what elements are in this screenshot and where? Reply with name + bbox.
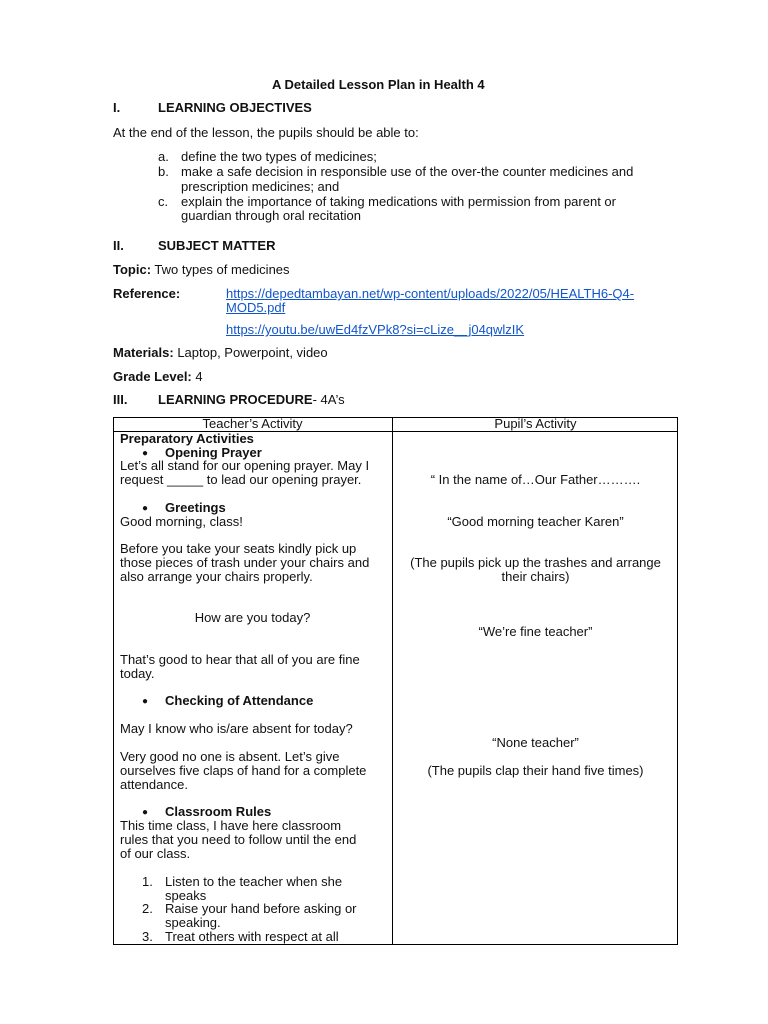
preparatory-heading: Preparatory Activities: [120, 431, 254, 446]
section-1-heading: LEARNING OBJECTIVES: [158, 100, 312, 115]
rule-text: Raise your hand before asking or: [165, 901, 357, 916]
teacher-text: those pieces of trash under your chairs and: [120, 555, 370, 570]
teacher-text: That’s good to hear that all of you are fine: [120, 652, 360, 667]
teacher-text: also arrange your chairs properly.: [120, 569, 313, 584]
greetings-heading: Greetings: [165, 500, 226, 515]
section-3-suffix: - 4A’s: [312, 392, 345, 407]
materials-label: Materials:: [113, 345, 174, 360]
grade-value: 4: [191, 369, 203, 384]
topic-line: [113, 263, 290, 277]
teacher-text: This time class, I have here classroom: [120, 818, 342, 833]
activity-table: [113, 417, 678, 945]
grade-label: Grade Level:: [113, 369, 192, 384]
pupil-text: their chairs): [501, 569, 570, 584]
pupil-text: “ In the name of…Our Father……….: [430, 472, 641, 487]
teacher-text: attendance.: [120, 777, 188, 792]
objective-letter: a.: [158, 149, 169, 164]
teacher-text: ourselves five claps of hand for a complete: [120, 763, 367, 778]
teacher-text: request _____ to lead our opening prayer.: [120, 472, 362, 487]
section-3-heading-line: [158, 393, 345, 407]
pupil-text: (The pupils clap their hand five times): [427, 763, 644, 778]
table-column-divider: [392, 417, 393, 945]
topic-label: Topic:: [113, 262, 152, 277]
attendance-heading: Checking of Attendance: [165, 693, 314, 708]
pupil-text: “None teacher”: [492, 735, 579, 750]
objective-text: guardian through oral recitation: [181, 208, 361, 223]
pupil-text: “We’re fine teacher”: [478, 624, 593, 639]
teacher-text: Let’s all stand for our opening prayer. May I: [120, 458, 370, 473]
rule-number: 1.: [142, 874, 153, 889]
teacher-text: How are you today?: [194, 610, 311, 625]
objective-text: prescription medicines; and: [181, 179, 340, 194]
section-3-number: III.: [113, 392, 128, 407]
teacher-text: rules that you need to follow until the end: [120, 832, 357, 847]
teacher-text: of our class.: [120, 846, 191, 861]
rule-number: 2.: [142, 901, 153, 916]
pupil-text: “Good morning teacher Karen”: [447, 514, 624, 529]
objective-letter: b.: [158, 164, 169, 179]
table-header-pupil: Pupil’s Activity: [494, 416, 577, 431]
rule-text: Treat others with respect at all: [165, 929, 339, 944]
reference-link-1[interactable]: https://depedtambayan.net/wp-content/uploads/2022/05/HEALTH6-Q4-: [226, 286, 635, 301]
reference-label: Reference:: [113, 286, 181, 301]
teacher-text: May I know who is/are absent for today?: [120, 721, 353, 736]
section-1-number: I.: [113, 100, 121, 115]
teacher-text: Good morning, class!: [120, 514, 243, 529]
teacher-text: Before you take your seats kindly pick up: [120, 541, 357, 556]
section-2-number: II.: [113, 238, 124, 253]
rule-number: 3.: [142, 929, 153, 944]
document-title: A Detailed Lesson Plan in Health 4: [272, 77, 485, 92]
objectives-intro: At the end of the lesson, the pupils should be able to:: [113, 125, 419, 140]
topic-value: Two types of medicines: [151, 262, 290, 277]
materials-value: Laptop, Powerpoint, video: [173, 345, 328, 360]
classroom-rules-heading: Classroom Rules: [165, 804, 272, 819]
grade-line: [113, 370, 203, 384]
section-2-heading: SUBJECT MATTER: [158, 238, 276, 253]
objective-text: explain the importance of taking medications with permission from parent or: [181, 194, 616, 209]
bullet-icon: ●: [142, 696, 149, 707]
objective-text: make a safe decision in responsible use of the over-the counter medicines and: [181, 164, 634, 179]
rule-text: speaking.: [165, 915, 221, 930]
rule-text: Listen to the teacher when she: [165, 874, 343, 889]
reference-link-1-cont[interactable]: MOD5.pdf: [226, 300, 286, 315]
opening-prayer-heading: Opening Prayer: [165, 445, 262, 460]
rule-text: speaks: [165, 888, 207, 903]
pupil-text: (The pupils pick up the trashes and arrange: [410, 555, 661, 570]
table-header-teacher: Teacher’s Activity: [202, 416, 303, 431]
bullet-icon: ●: [142, 503, 149, 514]
bullet-icon: ●: [142, 448, 149, 459]
objective-letter: c.: [158, 194, 169, 209]
teacher-text: today.: [120, 666, 155, 681]
reference-link-2[interactable]: https://youtu.be/uwEd4fzVPk8?si=cLize__j04qwlzIK: [226, 322, 525, 337]
teacher-text: Very good no one is absent. Let’s give: [120, 749, 340, 764]
bullet-icon: ●: [142, 807, 149, 818]
materials-line: [113, 346, 328, 360]
objective-text: define the two types of medicines;: [181, 149, 377, 164]
section-3-heading: LEARNING PROCEDURE: [158, 392, 313, 407]
